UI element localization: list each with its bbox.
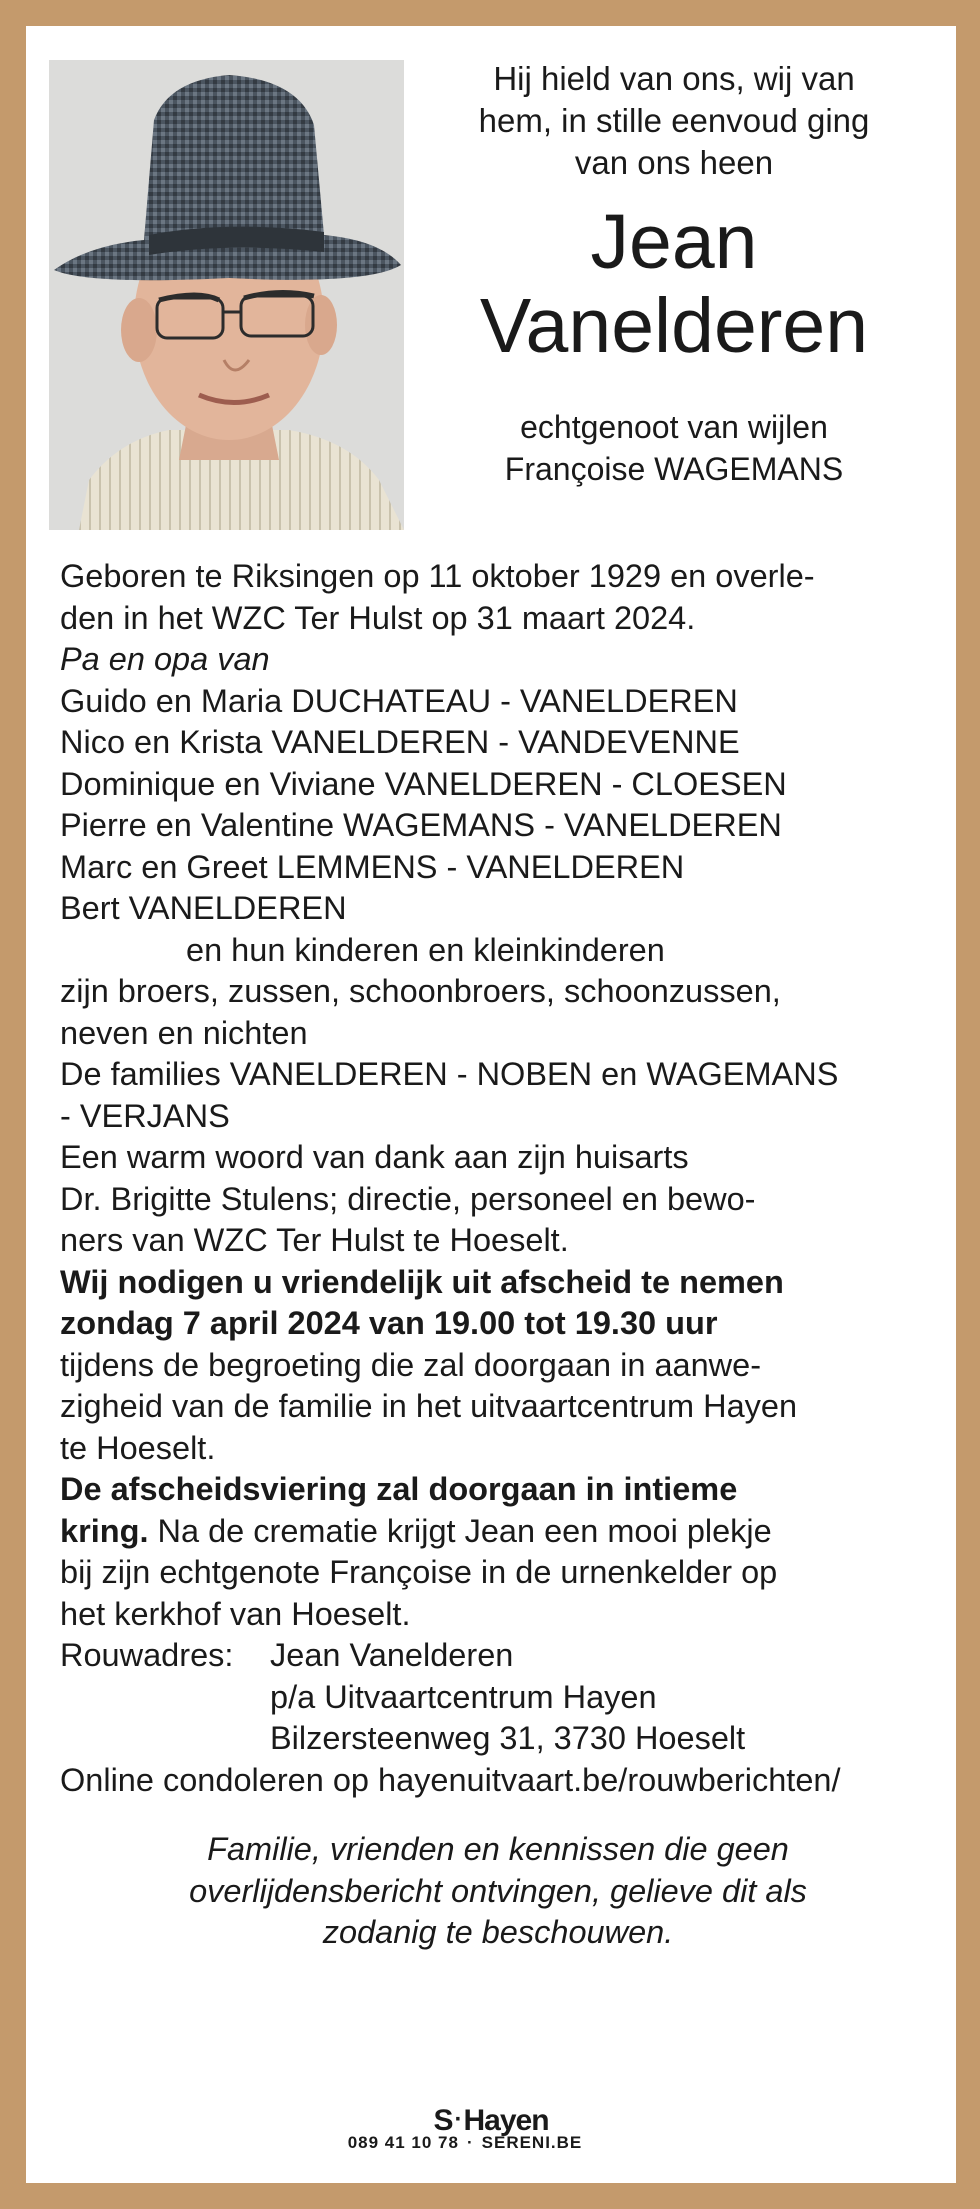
text-line: Een warm woord van dank aan zijn huisarts bbox=[60, 1139, 689, 1175]
text-line: Geboren te Riksingen op 11 oktober 1929 en overle- bbox=[60, 558, 815, 594]
logo-word: Hayen bbox=[463, 2104, 549, 2137]
thanks-paragraph bbox=[60, 1137, 936, 1262]
deceased-name bbox=[434, 200, 914, 368]
family-heading: Pa en opa van bbox=[60, 641, 270, 677]
ceremony-bold: De afscheidsviering zal doorgaan in intieme bbox=[60, 1471, 738, 1507]
online-condolence: Online condoleren op hayenuitvaart.be/rouwberichten/ bbox=[60, 1761, 841, 1798]
family-paragraph bbox=[60, 639, 936, 1054]
text-line: - VERJANS bbox=[60, 1097, 230, 1134]
closing-line: Familie, vrienden en kennissen die geen bbox=[207, 1831, 789, 1867]
last-name: Vanelderen bbox=[479, 283, 869, 369]
spouse-note bbox=[434, 406, 914, 490]
obituary-card bbox=[26, 26, 956, 2183]
birth-death-paragraph bbox=[60, 556, 936, 639]
family-member: Dominique en Viviane VANELDEREN - CLOESEN bbox=[60, 765, 787, 802]
family-member: Bert VANELDEREN bbox=[60, 890, 347, 926]
first-name: Jean bbox=[590, 199, 758, 285]
text-line: bij zijn echtgenote Françoise in de urnenkelder op bbox=[60, 1554, 778, 1590]
visitation-paragraph bbox=[60, 1303, 936, 1469]
footer-site: SERENI.BE bbox=[481, 2133, 583, 2152]
visitation-when: zondag 7 april 2024 van 19.00 tot 19.30 uur bbox=[60, 1305, 718, 1341]
address-label: Rouwadres: bbox=[60, 1637, 234, 1673]
footer-phone: 089 41 10 78 bbox=[347, 2133, 459, 2152]
text-line: het kerkhof van Hoeselt. bbox=[60, 1595, 411, 1632]
text-line: zigheid van de familie in het uitvaartcentrum Hayen bbox=[60, 1388, 798, 1424]
families-paragraph bbox=[60, 1054, 936, 1137]
poem-line: Hij hield van ons, wij van bbox=[493, 60, 855, 97]
relatives-line: zijn broers, zussen, schoonbroers, schoonzussen, bbox=[60, 973, 781, 1009]
poem-line: hem, in stille eenvoud ging bbox=[478, 102, 870, 139]
address-line: Bilzersteenweg 31, 3730 Hoeselt bbox=[270, 1720, 746, 1756]
logo-dot: · bbox=[454, 2106, 462, 2133]
portrait-photo bbox=[49, 60, 404, 530]
funeral-address bbox=[60, 1635, 936, 1760]
poem bbox=[434, 58, 914, 184]
ceremony-bold: kring. bbox=[60, 1512, 149, 1549]
logo-letter: S bbox=[433, 2104, 453, 2137]
text-line: ners van WZC Ter Hulst te Hoeselt. bbox=[60, 1222, 569, 1258]
portrait-image bbox=[49, 60, 404, 530]
family-member: Marc en Greet LEMMENS - VANELDEREN bbox=[60, 848, 685, 885]
poem-line: van ons heen bbox=[574, 144, 774, 181]
text-line: den in het WZC Ter Hulst op 31 maart 2024. bbox=[60, 599, 696, 636]
address-line: p/a Uitvaartcentrum Hayen bbox=[270, 1678, 657, 1715]
grandchildren-line: en hun kinderen en kleinkinderen bbox=[186, 931, 665, 968]
text-line: De families VANELDEREN - NOBEN en WAGEMANS bbox=[60, 1056, 839, 1092]
address-lines bbox=[270, 1635, 745, 1760]
intro-block bbox=[434, 58, 914, 490]
footer-bar bbox=[287, 2130, 643, 2157]
ceremony-paragraph bbox=[60, 1469, 936, 1635]
closing-line: zodanig te beschouwen. bbox=[322, 1914, 674, 1950]
spouse-line: echtgenoot van wijlen bbox=[520, 409, 828, 445]
spouse-line: Françoise WAGEMANS bbox=[504, 451, 844, 487]
closing-note bbox=[60, 1829, 936, 1954]
text-line: te Hoeselt. bbox=[60, 1429, 216, 1466]
family-member: Guido en Maria DUCHATEAU - VANELDEREN bbox=[60, 682, 738, 719]
invitation-line: Wij nodigen u vriendelijk uit afscheid te nemen bbox=[60, 1263, 784, 1300]
family-member: Nico en Krista VANELDEREN - VANDEVENNE bbox=[60, 724, 740, 760]
family-member: Pierre en Valentine WAGEMANS - VANELDEREN bbox=[60, 807, 782, 843]
address-line: Jean Vanelderen bbox=[270, 1637, 514, 1673]
footer-separator: · bbox=[466, 2133, 474, 2152]
obituary-body bbox=[60, 556, 936, 1954]
text-line: Na de crematie krijgt Jean een mooi plekje bbox=[148, 1512, 772, 1549]
closing-line: overlijdensbericht ontvingen, gelieve dit als bbox=[189, 1872, 807, 1909]
relatives-line: neven en nichten bbox=[60, 1014, 308, 1051]
text-line: tijdens de begroeting die zal doorgaan in aanwe- bbox=[60, 1346, 762, 1383]
text-line: Dr. Brigitte Stulens; directie, personeel en bewo- bbox=[60, 1180, 756, 1217]
